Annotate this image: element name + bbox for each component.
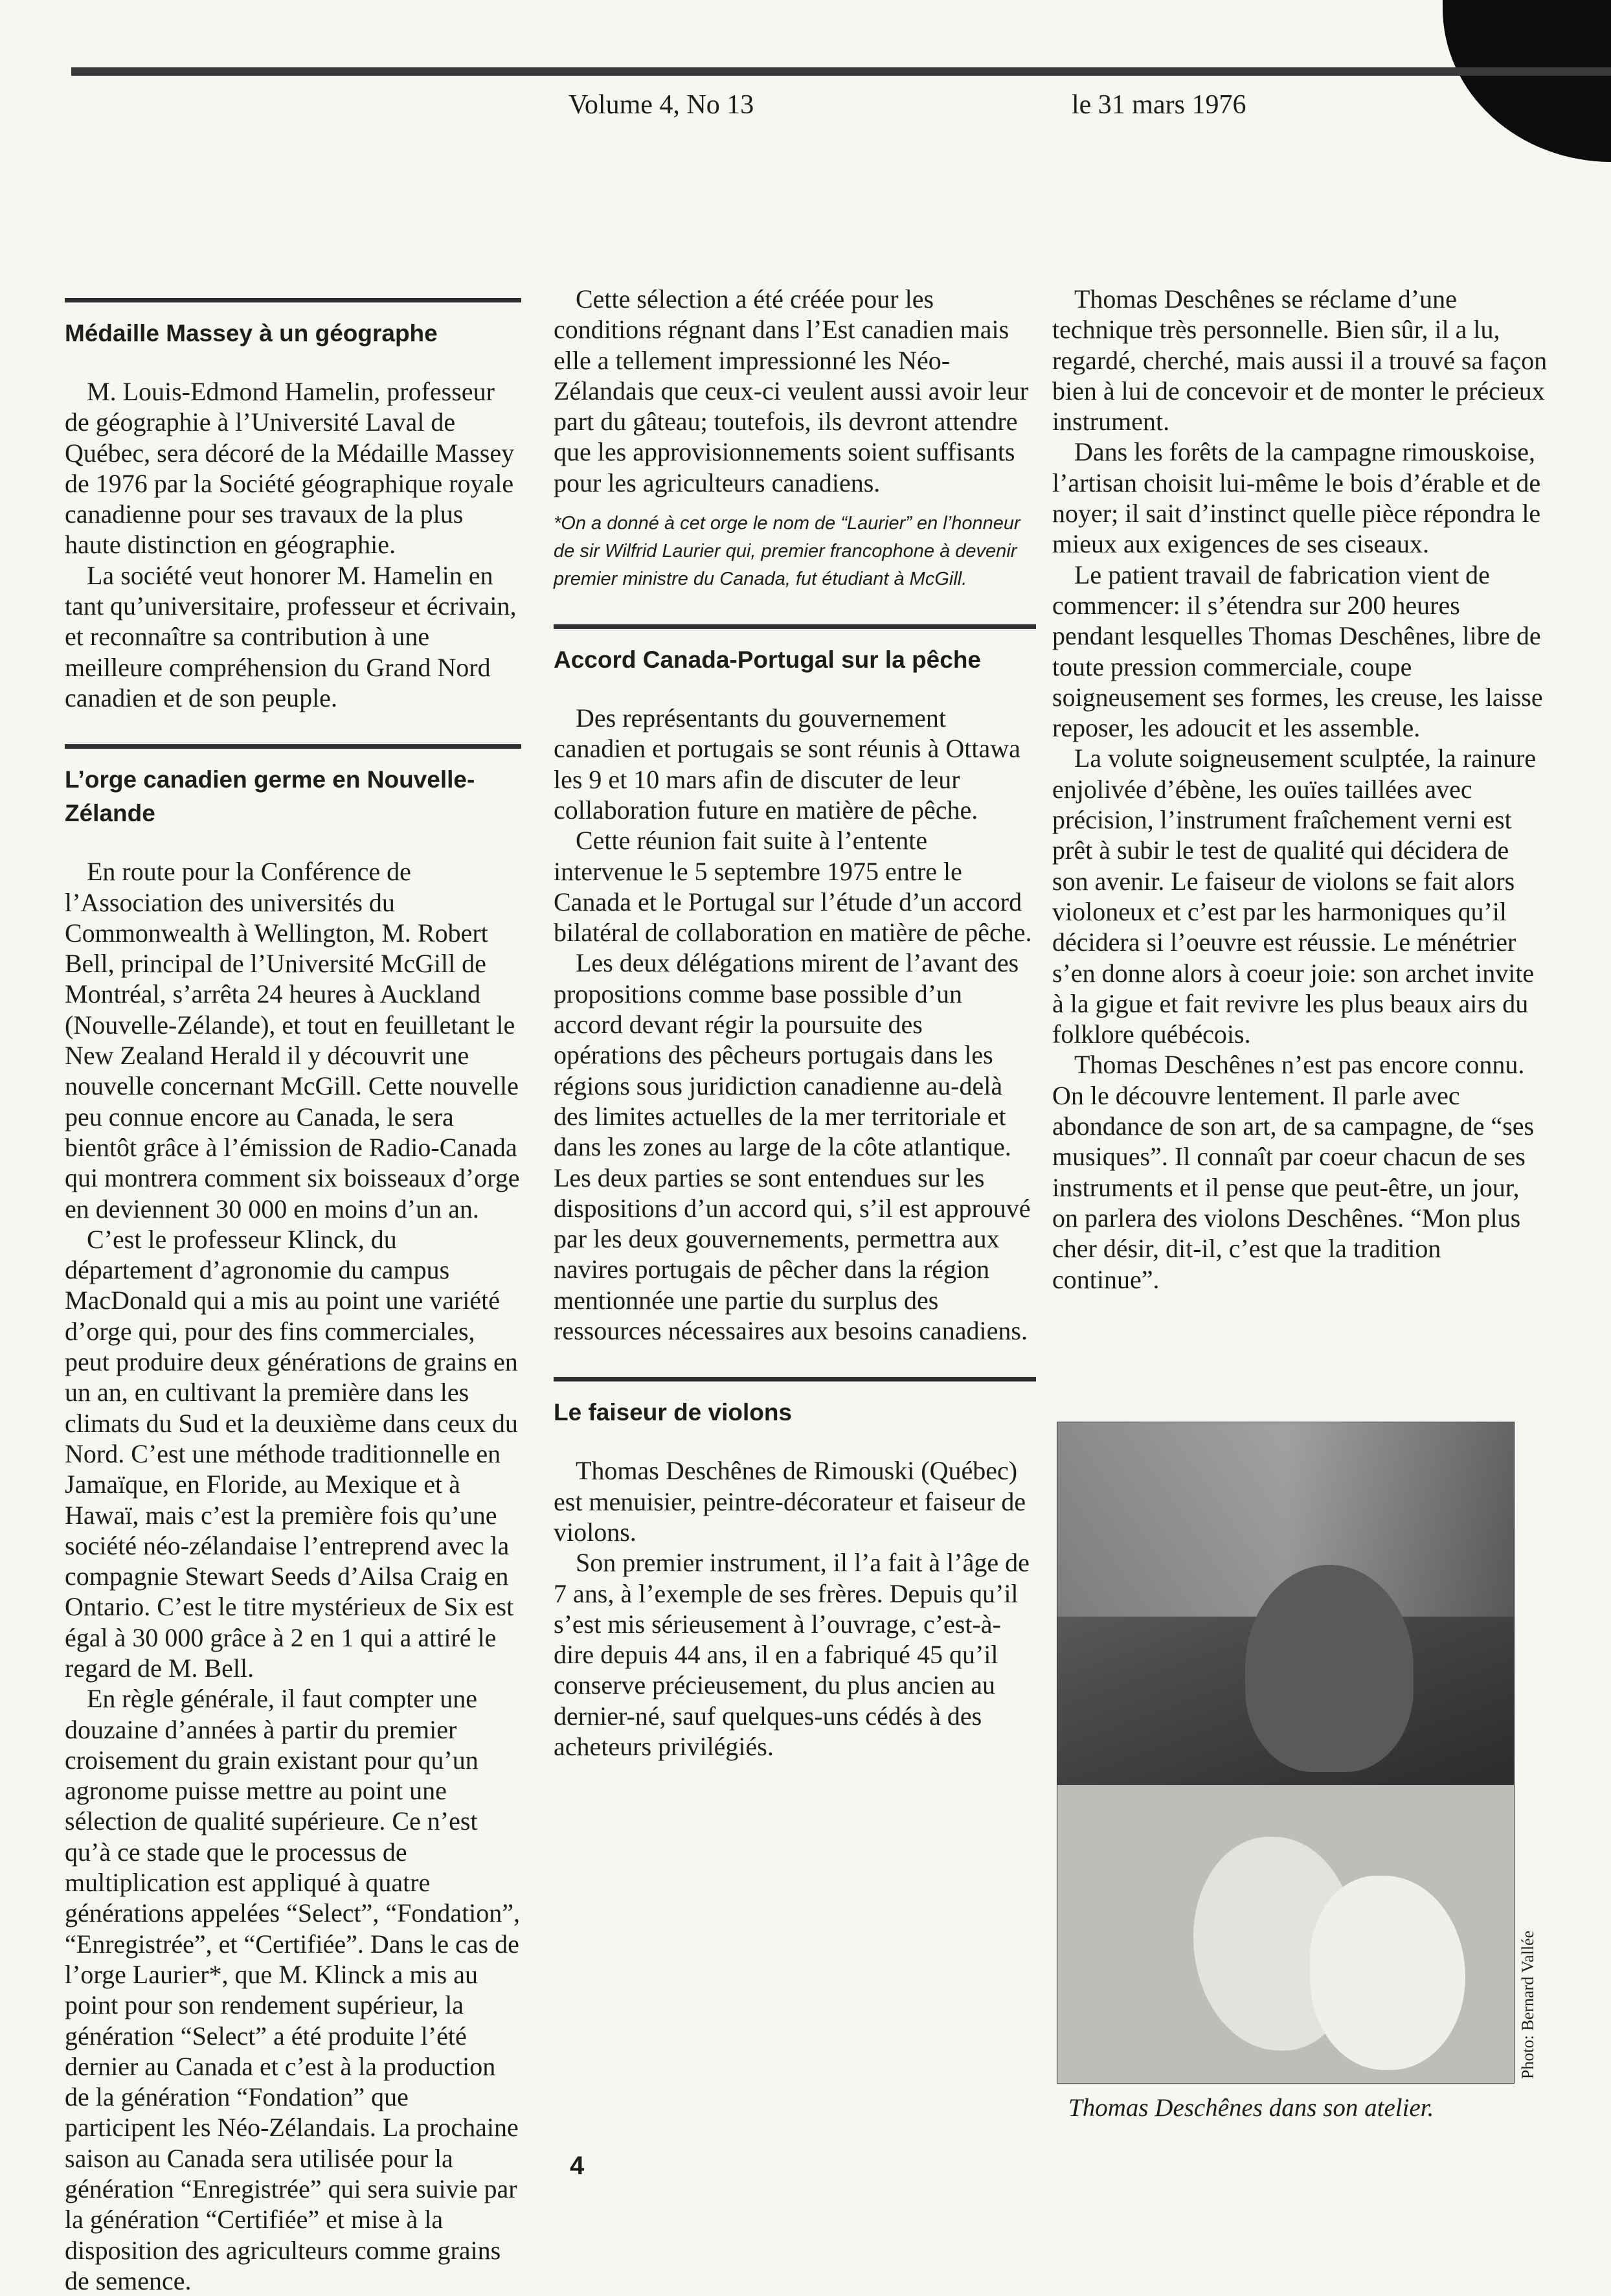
article-violons [554, 1377, 1036, 1762]
paragraph: Thomas Deschênes de Rimouski (Québec) est menuisier, peintre-décorateur et faiseur de violons. [554, 1456, 1026, 1547]
article-rule [65, 744, 521, 749]
paragraph: Le patient travail de fabrication vient de commencer: il s’étendra sur 200 heures pendant lesquelles Thomas Deschênes, libre de toute pression commerciale, coupe soigneusement ses formes, les creuse, les laisse reposer, les adoucit et les assemble. [1052, 560, 1543, 743]
paragraph: En règle générale, il faut compter une douzaine d’années à partir du premier croisement du grain existant pour qu’un agronome puisse mettre au point une sélection de qualité supérieure. Ce n’est qu’à ce stade que le processus de multiplication est appliqué à quatre générations appelées “Select”, “Fondation”, “Enregistrée”, et “Certifiée”. Dans le cas de l’orge Laurier*, que M. Klinck a mis au point pour son rendement supérieur, la génération “Select” a été produite l’été dernier au Canada et c’est à la production de la génération “Fondation” que participent les Néo-Zélandais. La prochaine saison au Canada sera utilisée pour la génération “Enregistrée” qui sera suivie par la génération “Certifiée” et mise à la disposition des agriculteurs comme grains de semence. [65, 1684, 521, 2295]
paragraph: Des représentants du gouvernement canadien et portugais se sont réunis à Ottawa les 9 et 10 mars afin de discuter de leur collaboration future en matière de pêche. [554, 703, 1020, 824]
article-peche [554, 624, 1036, 1346]
article-title: Accord Canada-Portugal sur la pêche [554, 646, 982, 674]
photo-caption: Thomas Deschênes dans son atelier. [1068, 2094, 1434, 2122]
column-2 [554, 284, 1036, 1793]
workshop-photo [1057, 1422, 1515, 2084]
issue-volume: Volume 4, No 13 [569, 90, 754, 120]
article-title: Le faiseur de violons [554, 1399, 793, 1426]
paragraph: M. Louis-Edmond Hamelin, professeur de géographie à l’Université Laval de Québec, sera décoré de la Médaille Massey de 1976 par la Société géographique royale canadienne pour ses travaux de la plus haute distinction en géographie. [65, 377, 515, 560]
article-rule [554, 624, 1036, 629]
article-orge-continued [554, 284, 1036, 593]
paragraph: La société veut honorer M. Hamelin en tant qu’universitaire, professeur et écrivain, et reconnaître sa contribution à une meilleure compréhension du Grand Nord canadien et de son peuple. [65, 560, 517, 712]
paragraph: En route pour la Conférence de l’Association des universités du Commonwealth à Wellington, M. Robert Bell, principal de l’Université McGill de Montréal, s’arrêta 24 heures à Auckland (Nouvelle-Zélande), et tout en feuilletant le New Zealand Herald il y découvrit une nouvelle concernant McGill. Cette nouvelle peu connue encore au Canada, le sera bientôt grâce à l’émission de Radio-Canada qui montrera comment six boisseaux d’orge en deviennent 30 000 en moins d’un an. [65, 857, 520, 1223]
photo-craftsman [1245, 1565, 1414, 1772]
paragraph: Son premier instrument, il l’a fait à l’âge de 7 ans, à l’exemple de ses frères. Depuis qu’il s’est mis sérieusement à l’ouvrage, c’est-à-dire depuis 44 ans, il en a fabriqué 45 qu’il conserve précieusement, du plus ancien au dernier-né, sauf quelques-uns cédés à des acheteurs privilégiés. [554, 1548, 1030, 1761]
page-number: 4 [570, 2152, 585, 2180]
header-rule [71, 67, 1611, 76]
paragraph: Dans les forêts de la campagne rimouskoise, l’artisan choisit lui-même le bois d’érable et de noyer; il sait d’instinct quelle pièce répondra le mieux aux exigences de ses ciseaux. [1052, 437, 1541, 559]
footnote: *On a donné à cet orge le nom de “Laurier” en l’honneur de sir Wilfrid Laurier qui, premier francophone à devenir premier ministre du Canada, fut étudiant à McGill. [554, 513, 1020, 590]
article-orge [65, 744, 521, 2295]
paragraph: Cette sélection a été créée pour les conditions régnant dans l’Est canadien mais elle a tellement impressionné les Néo-Zélandais que ceux-ci veulent aussi avoir leur part du gâteau; toutefois, ils devront attendre que les approvisionnements soient suffisants pour les agriculteurs canadiens. [554, 284, 1029, 497]
paragraph: C’est le professeur Klinck, du département d’agronomie du campus MacDonald qui a mis au point une variété d’orge qui, pour des fins commerciales, peut produire deux générations de grains en un an, en cultivant la première dans les climats du Sud et la deuxième dans ceux du Nord. C’est une méthode traditionnelle en Jamaïque, en Floride, au Mexique et à Hawaï, mais c’est la première fois qu’une société néo-zélandaise l’entreprend avec la compagnie Stewart Seeds d’Ailsa Craig en Ontario. C’est le titre mystérieux de Six est égal à 30 000 grâce à 2 en 1 qui a attiré le regard de M. Bell. [65, 1224, 518, 1683]
article-rule [65, 298, 521, 302]
paragraph: Thomas Deschênes n’est pas encore connu. On le découvre lentement. Il parle avec abondance de son art, de sa campagne, de “ses musiques”. Il connaît par coeur chacun de ses instruments et il pense que peut-être, un jour, on parlera des violons Deschênes. “Mon plus cher désir, dit-il, c’est que la tradition continue”. [1052, 1050, 1535, 1294]
page-corner-shadow [1443, 0, 1611, 162]
paragraph: Thomas Deschênes se réclame d’une technique très personnelle. Bien sûr, il a lu, regardé, cherché, mais aussi il a trouvé sa façon bien à lui de concevoir et de monter le précieux instrument. [1052, 284, 1548, 437]
article-medaille [65, 298, 521, 713]
issue-date: le 31 mars 1976 [1072, 90, 1246, 120]
column-1 [65, 298, 521, 2295]
paragraph: La volute soigneusement sculptée, la rainure enjolivée d’ébène, les ouïes taillées avec précision, l’instrument fraîchement verni est prêt à subir le test de qualité qui décidera de son avenir. Le faiseur de violons se fait alors violoneux et c’est par les harmoniques qu’il décidera si l’oeuvre est réussie. Le ménétrier s’en donne alors à coeur joie: son archet invite à la gigue et fait revivre les plus beaux airs du folklore québécois. [1052, 744, 1537, 1049]
article-title: L’orge canadien germe en Nouvelle-Zélande [65, 766, 475, 827]
paragraph: Cette réunion fait suite à l’entente intervenue le 5 septembre 1975 entre le Canada et le Portugal sur l’étude d’un accord bilatéral de collaboration en matière de pêche. [554, 826, 1032, 948]
article-title: Médaille Massey à un géographe [65, 320, 438, 347]
photo-credit: Photo: Bernard Vallée [1518, 1930, 1537, 2079]
paragraph: Les deux délégations mirent de l’avant des propositions comme base possible d’un accord devant régir la poursuite des opérations des pêcheurs portugais dans les régions sous juridiction canadienne au-delà des limites actuelles de la mer territoriale et dans les zones au large de la côte atlantique. Les deux parties se sont entendues sur les dispositions d’un accord qui, s’il est approuvé par les deux gouvernements, permettra aux navires portugais de pêcher dans la région mentionnée une partie du surplus des ressources nécessaires aux besoins canadiens. [554, 948, 1031, 1346]
article-rule [554, 1377, 1036, 1381]
column-3 [1052, 284, 1548, 1295]
